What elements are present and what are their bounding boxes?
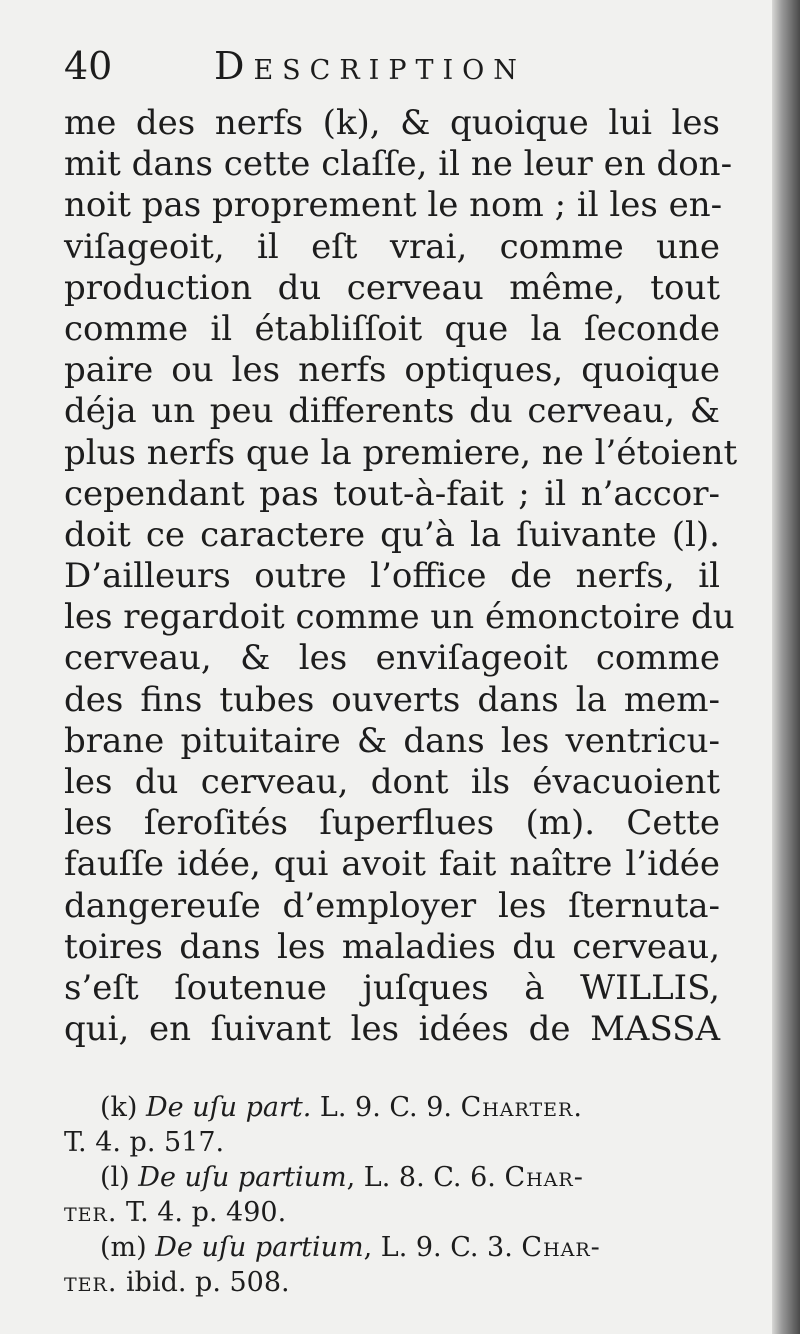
footnote-author-cont: ter. (64, 1197, 118, 1228)
text-line: doit ce caractere qu’à la ſuivante (l). (64, 514, 720, 555)
footnote-l-cont (64, 1195, 720, 1230)
footnote-m-cont (64, 1265, 720, 1300)
text-line: mit dans cette claſſe, il ne leur en don- (64, 144, 733, 185)
footnote-cont-text: T. 4. p. 490. (126, 1197, 287, 1228)
footnote-k-cont: T. 4. p. 517. (64, 1127, 225, 1158)
text-line: dangereuſe d’employer les ſternuta- (64, 885, 720, 926)
text-line: viſageoit, il eſt vrai, comme une (64, 226, 720, 267)
text-line: les ſeroſités ſuperflues (m). Cette (64, 803, 720, 844)
footnote-mark: (k) (100, 1092, 138, 1123)
text-line: brane pituitaire & dans les ventricu- (64, 720, 720, 761)
page-header (64, 40, 724, 90)
page-number: 40 (64, 44, 113, 88)
page-edge-shadow (772, 0, 800, 1334)
footnote-cont-text: ibid. p. 508. (126, 1267, 290, 1298)
footnote-ref: , L. 9. C. 3. (363, 1232, 513, 1263)
text-line: toires dans les maladies du cerveau, (64, 926, 720, 967)
footnote-ref: , L. 8. C. 6. (346, 1162, 496, 1193)
footnote-m (64, 1230, 720, 1265)
text-line: plus nerfs que la premiere, ne l’étoient (64, 432, 738, 473)
main-text (64, 103, 738, 1050)
footnote-work: De uſu part. (146, 1092, 312, 1123)
text-line: noit pas proprement le nom ; il les en- (64, 185, 723, 226)
text-line: cerveau, & les enviſageoit comme (64, 638, 720, 679)
text-line: production du cerveau même, tout (64, 267, 720, 308)
footnote-author: Char- (504, 1162, 584, 1193)
text-line: fauſſe idée, qui avoit fait naître l’idée (64, 844, 720, 885)
text-line: me des nerfs (k), & quoique lui les (64, 103, 720, 143)
footnotes (64, 1090, 720, 1300)
text-line: paire ou les nerfs optiques, quoique (64, 350, 720, 391)
footnote-mark: (m) (100, 1232, 147, 1263)
text-line: s’eſt ſoutenue juſques à WILLIS, (64, 967, 720, 1008)
running-title: Description (214, 44, 526, 88)
footnote-author: Char- (521, 1232, 601, 1263)
footnote-l (64, 1160, 720, 1195)
text-line: D’ailleurs outre l’office de nerfs, il (64, 556, 720, 597)
footnote-mark: (l) (100, 1162, 130, 1193)
text-line: des fins tubes ouverts dans la mem- (64, 679, 720, 720)
footnote-k (64, 1090, 720, 1125)
text-line: déja un peu differents du cerveau, & (64, 391, 720, 432)
text-line: qui, en ſuivant les idées de MASSA (64, 1009, 720, 1050)
text-line: les du cerveau, dont ils évacuoient (64, 762, 720, 802)
footnote-work: De uſu partium (138, 1162, 347, 1193)
footnote-ref: L. 9. C. 9. (319, 1092, 452, 1123)
text-line: les regardoit comme un émonctoire du (64, 597, 735, 638)
text-line: comme il établiſſoit que la ſeconde (64, 308, 720, 349)
footnote-work: De uſu partium (155, 1232, 364, 1263)
text-line: cependant pas tout-à-fait ; il n’accor- (64, 473, 720, 514)
footnote-author: Charter. (460, 1092, 583, 1123)
footnote-author-cont: ter. (64, 1267, 118, 1298)
